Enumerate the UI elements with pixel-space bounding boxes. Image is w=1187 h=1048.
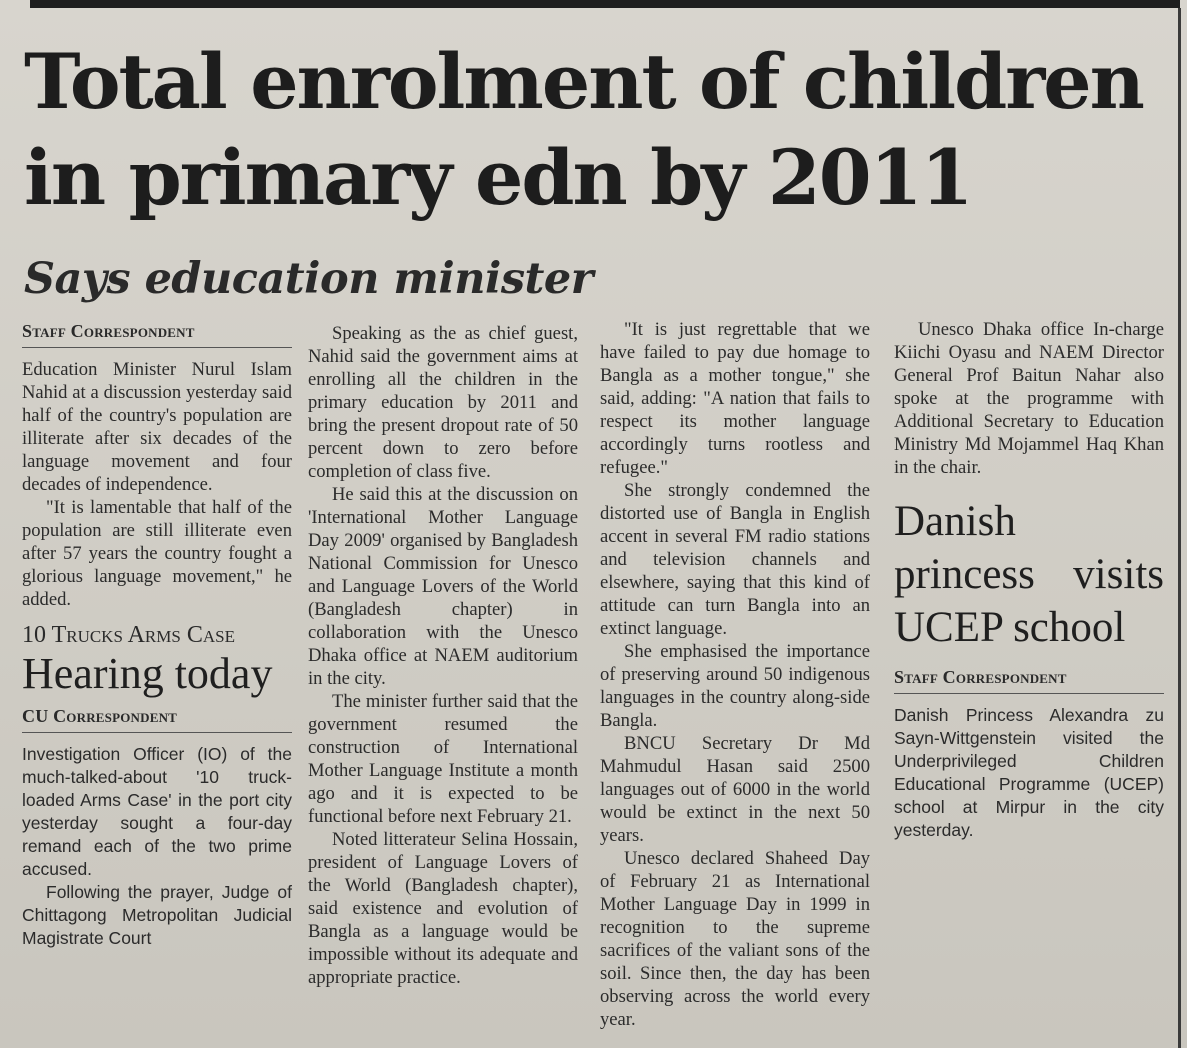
column-3 [600,318,870,1031]
article-paragraph: Unesco declared Shaheed Day of February 21 as International Mother Language Day in 1999 in recognition to the supreme sacrifices of the valiant sons of the soil. Since then, the day has been observing across the world every year. [600,848,870,1030]
story2-paragraph: Following the prayer, Judge of Chittagong Metropolitan Judicial Magistrate Court [22,882,292,948]
story3-headline: Danish princess visits UCEP school [894,498,1164,651]
article-paragraph: BNCU Secretary Dr Md Mahmudul Hasan said 2500 languages out of 6000 in the world would be extinct in the next 50 years. [600,733,870,846]
column-rule [1178,8,1181,1048]
article-paragraph: Education Minister Nurul Islam Nahid at a discussion yesterday said half of the country's population are illiterate after six decades of the language movement and four decades of independence. [22,359,292,495]
headline-line-2: in primary edn by 2011 [24,133,972,222]
article-paragraph: "It is just regrettable that we have failed to pay due homage to Bangla as a mother tongue," she said, adding: "A nation that fails to respect its mother language accordingly turns rootless and refugee." [600,319,870,478]
article-paragraph: She emphasised the importance of preserving around 50 indigenous languages in the country along-side Bangla. [600,641,870,731]
article-paragraph: Noted litterateur Selina Hossain, president of Language Lovers of the World (Bangladesh chapter), said existence and evolution of Bangla as a language would be impossible without its adequate and appropriate practice. [308,829,578,988]
column-2 [308,322,578,989]
story2-byline: CU Correspondent [22,705,292,733]
column-4 [894,318,1164,842]
article-paragraph: The minister further said that the government resumed the construction of International Mother Language Institute a month ago and it is expected to be functional before next February 21. [308,691,578,827]
main-subhead: Says education minister [24,254,593,304]
story3-paragraph: Danish Princess Alexandra zu Sayn-Wittgenstein visited the Underprivileged Children Educational Programme (UCEP) school at Mirpur in the city yesterday. [894,705,1164,840]
story2-paragraph: Investigation Officer (IO) of the much-talked-about '10 truck-loaded Arms Case' in the port city yesterday sought a four-day remand each of the two prime accused. [22,744,292,879]
story3-byline: Staff Correspondent [894,666,1164,694]
article-paragraph: Speaking as the as chief guest, Nahid said the government aims at enrolling all the children in the primary education by 2011 and bring the present dropout rate of 50 percent down to zero before completion of class five. [308,323,578,482]
story2-kicker: 10 Trucks Arms Case [22,622,235,648]
top-rule [30,0,1180,8]
main-byline: Staff Correspondent [22,320,292,348]
article-paragraph: He said this at the discussion on 'International Mother Language Day 2009' organised by Bangladesh National Commission for Unesco and Language Lovers of the World (Bangladesh chapter) in collaboration with the Unesco Dhaka office at NAEM auditorium in the city. [308,484,578,689]
article-paragraph: "It is lamentable that half of the population are still illiterate even after 57 years the country fought a glorious language movement," he added. [22,497,292,610]
headline-line-1: Total enrolment of children [24,37,1143,126]
story2-headline: Hearing today [22,649,273,698]
column-1 [22,320,292,950]
article-paragraph: She strongly condemned the distorted use of Bangla in English accent in several FM radio stations and television channels and elsewhere, saying that this kind of attitude can turn Bangla into an extinct language. [600,480,870,639]
article-paragraph: Unesco Dhaka office In-charge Kiichi Oyasu and NAEM Director General Prof Baitun Nahar also spoke at the programme with Additional Secretary to Education Ministry Md Mojammel Haq Khan in the chair. [894,319,1164,478]
main-headline [24,34,1174,226]
